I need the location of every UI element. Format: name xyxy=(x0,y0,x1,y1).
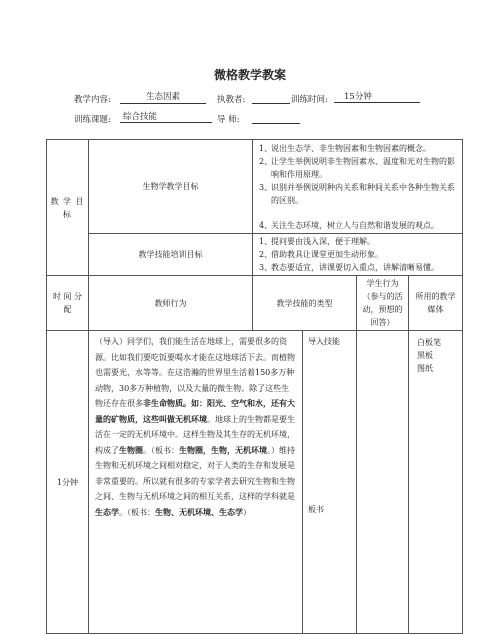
skill-type-cell xyxy=(303,331,357,634)
skill-goal-item: 3、 教态要适宜，讲课要切入重点，讲解清晰易懂。 xyxy=(259,263,439,272)
media-item: 白板笔 xyxy=(417,338,441,347)
skill-goal-item: 2、 借助教具让课堂更加生动形象。 xyxy=(259,250,383,259)
teacher-label: 执教者: xyxy=(217,95,246,105)
media-item: 图纸 xyxy=(417,364,433,373)
skill-board: 板书 xyxy=(308,505,324,514)
col-teacher-header: 教师行为 xyxy=(89,276,253,331)
time-label: 训练时间: xyxy=(291,95,328,105)
student-behavior-cell xyxy=(357,331,409,634)
time-value: 15分钟 xyxy=(334,92,420,103)
bio-goals-label: 生物学教学目标 xyxy=(89,140,253,234)
skill-goal-item: 1、 提问要由浅入深，便于理解。 xyxy=(259,237,375,246)
bio-goal-item: 4、 关注生态环境，树立人与自然和谐发展的观点。 xyxy=(259,221,439,230)
tutor-value xyxy=(252,112,300,124)
bio-goal-item: 1、 说出生态学、非生物因素和生物因素的概念。 xyxy=(259,144,431,153)
col-media-header: 所用的教学媒体 xyxy=(409,276,463,331)
skill-goals-label: 教学技能培训目标 xyxy=(89,234,253,276)
row-time: 1分钟 xyxy=(47,331,89,634)
goals-section-label: 教 学 目 标 xyxy=(47,140,89,276)
col-skill-header: 教学技能的类型 xyxy=(253,276,357,331)
teacher-narrative: （导入）同学们，我们能生活在地球上，需要很多的资源。比如我们要吃饭要喝水才能在这地球活下去。而植物也需要光，水等等。在这浩瀚的世界里生活着150多万种动物，30多万种植物，以及大量的微生物。除了这些生物还存在很多非生命物质。如：阳光、空气和水，还有大量的矿物质，这些叫做无机环境。地球上的生物都是要生活在一定的无机环境中。这样生物及其生存的无机环境，构成了生物圈。（板书：生物圈，生物，无机环境。）维持生物和无机环境之间相对稳定，对于人类的生存和发展是非常重要的。所以就有很多的专家学者去研究生物和生物之间、生物与无机环境之间的相互关系，这样的学科就是生态学。（板书：生物、无机环境、生态学） xyxy=(89,331,303,634)
lesson-plan-table xyxy=(46,139,463,634)
topic-label: 训练课题: xyxy=(74,115,111,125)
goals-skill-row xyxy=(47,234,463,276)
bio-goal-item: 2、 让学生举例说明非生物因素水、温度和光对生物的影响和作用原理。 xyxy=(259,157,455,179)
col-student-header: 学生行为（参与的活动，预想的回答） xyxy=(357,276,409,331)
skill-goals-list xyxy=(253,234,463,276)
content-value: 生态因素 xyxy=(120,92,206,104)
table-row xyxy=(47,331,463,634)
column-header-row xyxy=(47,276,463,331)
bio-goals-list xyxy=(253,140,463,234)
goals-bio-row xyxy=(47,140,463,234)
content-label: 教学内容: xyxy=(74,95,111,105)
page-title: 微格教学教案 xyxy=(213,68,286,82)
skill-intro: 导入技能 xyxy=(308,337,340,346)
col-time-header: 时 间 分 配 xyxy=(47,276,89,331)
topic-value: 综合技能 xyxy=(120,112,212,123)
tutor-label: 导 师: xyxy=(217,115,240,125)
teacher-value xyxy=(252,92,290,104)
bio-goal-item: 3、 识别并举例说明种内关系和种间关系中各种生物关系的区别。 xyxy=(259,183,455,205)
media-cell xyxy=(409,331,463,634)
media-item: 黑板 xyxy=(417,351,433,360)
